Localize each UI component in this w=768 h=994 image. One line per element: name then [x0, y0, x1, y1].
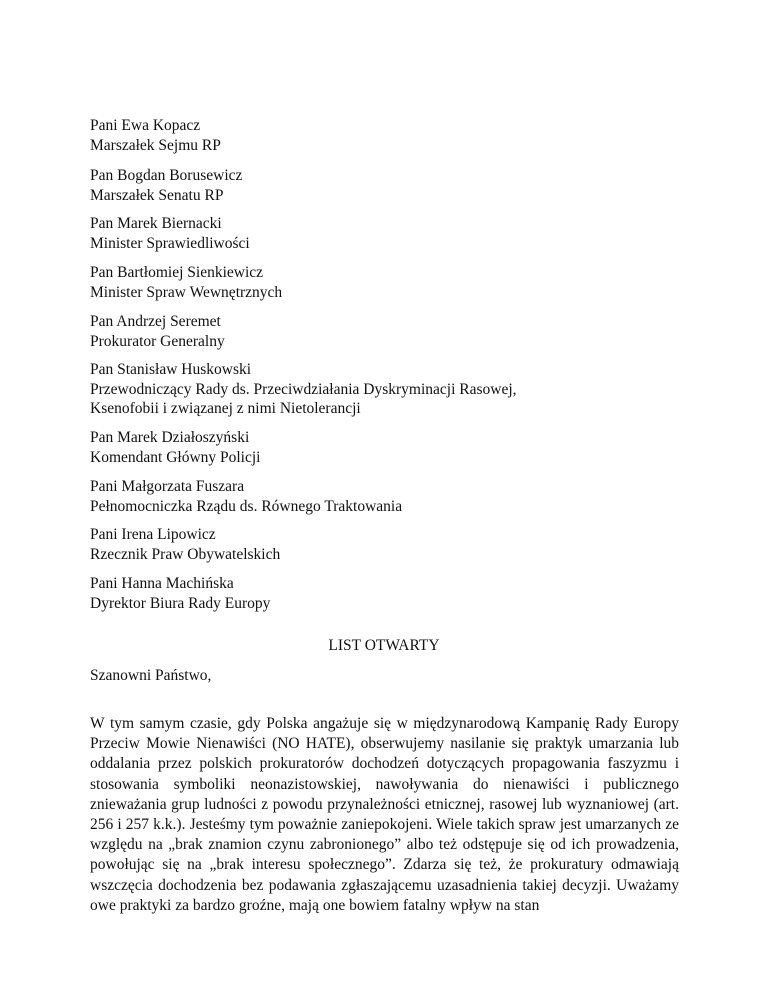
addressee-block: [90, 360, 517, 419]
addressee-role: Komendant Główny Policji: [90, 448, 261, 466]
addressee-name: Pan Marek Biernacki: [90, 215, 222, 232]
addressee-name: Pan Andrzej Seremet: [90, 313, 221, 330]
addressee-block: [90, 116, 221, 155]
addressee-name: Pani Ewa Kopacz: [90, 117, 201, 134]
addressee-block: [90, 574, 270, 613]
addressee-block: [90, 525, 280, 564]
addressee-block: [90, 428, 261, 467]
addressee-role: Pełnomocniczka Rządu ds. Równego Traktowania: [90, 497, 403, 515]
addressee-name: Pan Stanisław Huskowski: [90, 361, 252, 378]
addressee-block: [90, 214, 250, 253]
addressee-name: Pan Marek Działoszyński: [90, 429, 250, 446]
addressee-role: Marszałek Sejmu RP: [90, 136, 221, 154]
addressee-block: [90, 263, 282, 302]
addressee-role: Dyrektor Biura Rady Europy: [90, 594, 271, 612]
addressee-role: Minister Spraw Wewnętrznych: [90, 283, 283, 301]
addressee-role: Rzecznik Praw Obywatelskich: [90, 545, 281, 563]
addressee-block: [90, 166, 242, 205]
addressee-name: Pani Irena Lipowicz: [90, 526, 216, 543]
addressee-role: Minister Sprawiedliwości: [90, 234, 250, 252]
addressee-role: Marszałek Senatu RP: [90, 186, 224, 204]
body-paragraph: W tym samym czasie, gdy Polska angażuje się w międzynarodową Kampanię Rady Europy Przeciw Mowie Nienawiści (NO HATE), obserwujemy nasilanie się praktyk umarzania lub oddalania przez polskich prokuratorów dochodzeń dotyczących propagowania faszyzmu i stosowania symboliki neonazistowskiej, nawoływania do nienawiści i publicznego znieważania grup ludności z powodu przynależności etnicznej, rasowej lub wyznaniowej (art. 256 i 257 k.k.). Jesteśmy tym poważnie zaniepokojeni. Wiele takich spraw jest umarzanych ze względu na „brak znamion czynu zabronionego” albo też odstępuje się od ich prowadzenia, powołując się na „brak interesu społecznego”. Zdarza się też, że prokuratury odmawiają wszczęcia dochodzenia bez podawania zgłaszającemu uzasadnienia takiej decyzji. Uważamy owe praktyki za bardzo groźne, mają one bowiem fatalny wpływ na stan: [90, 715, 679, 914]
addressee-name: Pani Hanna Machińska: [90, 575, 234, 592]
salutation: Szanowni Państwo,: [90, 667, 212, 684]
addressee-block: [90, 312, 225, 351]
addressee-role: Przewodniczący Rady ds. Przeciwdziałania Dyskryminacji Rasowej,: [90, 380, 517, 398]
addressee-block: [90, 477, 402, 516]
addressee-role: Ksenofobii i związanej z nimi Nietolerancji: [90, 400, 361, 417]
addressee-name: Pan Bartłomiej Sienkiewicz: [90, 264, 264, 281]
addressee-role: Prokurator Generalny: [90, 332, 225, 350]
addressee-name: Pani Małgorzata Fuszara: [90, 478, 245, 495]
addressee-name: Pan Bogdan Borusewicz: [90, 167, 243, 184]
letter-title: LIST OTWARTY: [328, 637, 440, 654]
